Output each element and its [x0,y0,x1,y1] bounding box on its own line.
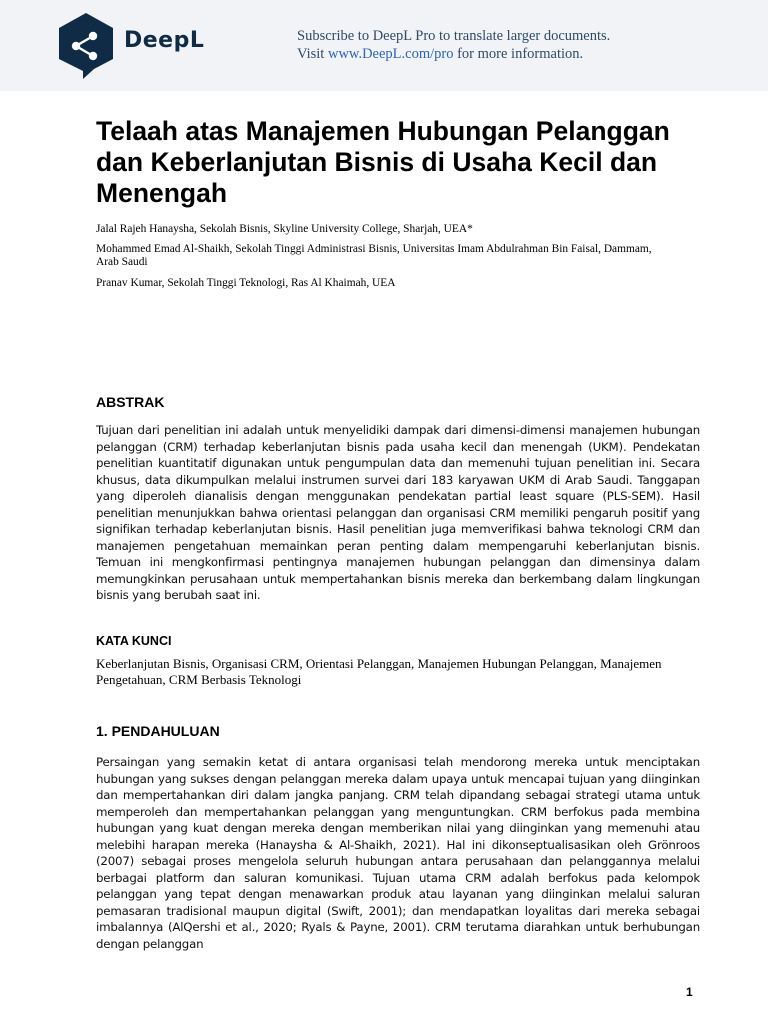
deepl-logo-text: DeepL [124,28,205,53]
page-number: 1 [686,985,693,999]
author-1: Jalal Rajeh Hanaysha, Sekolah Bisnis, Skyline University College, Sharjah, UEA* [96,223,473,235]
deepl-logo-icon [56,11,116,81]
abstract-text: Tujuan dari penelitian ini adalah untuk menyelidiki dampak dari dimensi-dimensi manajemen hubungan pelanggan (CRM) terhadap keberlanjutan bisnis pada usaha kecil dan menengah (UKM). Pendekatan penelitian kuantitatif digunakan untuk pengumpulan data dan memenuhi tujuan penelitian ini. Secara khusus, data dikumpulkan melalui instrumen survei dari 183 karyawan UKM di Arab Saudi. Tanggapan yang diperoleh dianalisis dengan menggunakan pendekatan partial least square (PLS-SEM). Hasil penelitian menunjukkan bahwa orientasi pelanggan dan organisasi CRM memiliki pengaruh positif yang signifikan terhadap keberlanjutan bisnis. Hasil penelitian juga memverifikasi bahwa teknologi CRM dan manajemen pengetahuan memainkan peran penting dalam mempengaruhi keberlanjutan bisnis. Temuan ini mengkonfirmasi pentingnya manajemen hubungan pelanggan dan dimensinya dalam memungkinkan perusahaan untuk mempertahankan bisnis mereka dan berkembang dalam lingkungan bisnis yang berubah saat ini. [96,423,700,602]
promo-line-2: Visit www.DeepL.com/pro for more information. [297,46,584,62]
author-3: Pranav Kumar, Sekolah Tinggi Teknologi, Ras Al Khaimah, UEA [96,277,396,289]
deepl-pro-link[interactable]: www.DeepL.com/pro [327,46,454,62]
introduction-text: Persaingan yang semakin ketat di antara organisasi telah mendorong mereka untuk menciptakan hubungan yang sukses dengan pelanggan mereka dalam upaya untuk mencapai tujuan yang diinginkan dan mempertahankan diri dalam jangka panjang. CRM telah dipandang sebagai strategi utama untuk memperoleh dan mempertahankan pelanggan yang menguntungkan. CRM berfokus pada membina hubungan yang kuat dengan mereka dengan memberikan nilai yang diinginkan yang memenuhi atau melebihi harapan mereka (Hanaysha & Al-Shaikh, 2021). Hal ini dikonseptualisasikan oleh Grönroos (2007) sebagai proses mengelola seluruh hubungan antara perusahaan dan pelanggannya melalui berbagai platform dan saluran komunikasi. Tujuan utama CRM adalah berfokus pada kelompok pelanggan yang tepat dengan menawarkan produk atau layanan yang diinginkan melalui saluran pemasaran tradisional maupun digital (Swift, 2001); dan mendapatkan loyalitas dari mereka sebagai imbalannya (AlQershi et al., 2020; Ryals & Payne, 2001). CRM terutama diarahkan untuk berhubungan dengan pelanggan [96,755,700,951]
paper-title: Telaah atas Manajemen Hubungan Pelanggan dan Keberlanjutan Bisnis di Usaha Kecil dan Menengah [96,116,670,208]
abstract-heading: ABSTRAK [96,394,165,410]
promo-line-1: Subscribe to DeepL Pro to translate larger documents. [297,28,611,44]
keywords-heading: KATA KUNCI [96,634,172,648]
author-2: Mohammed Emad Al-Shaikh, Sekolah Tinggi Administrasi Bisnis, Universitas Imam Abdulrahman Bin Faisal, Dammam, Arab Saudi [96,243,652,268]
keywords-text: Keberlanjutan Bisnis, Organisasi CRM, Orientasi Pelanggan, Manajemen Hubungan Pelanggan, Manajemen Pengetahuan, CRM Berbasis Teknologi [96,656,662,687]
introduction-heading: 1. PENDAHULUAN [96,723,220,739]
promo-message [297,27,610,63]
deepl-banner [0,0,768,91]
